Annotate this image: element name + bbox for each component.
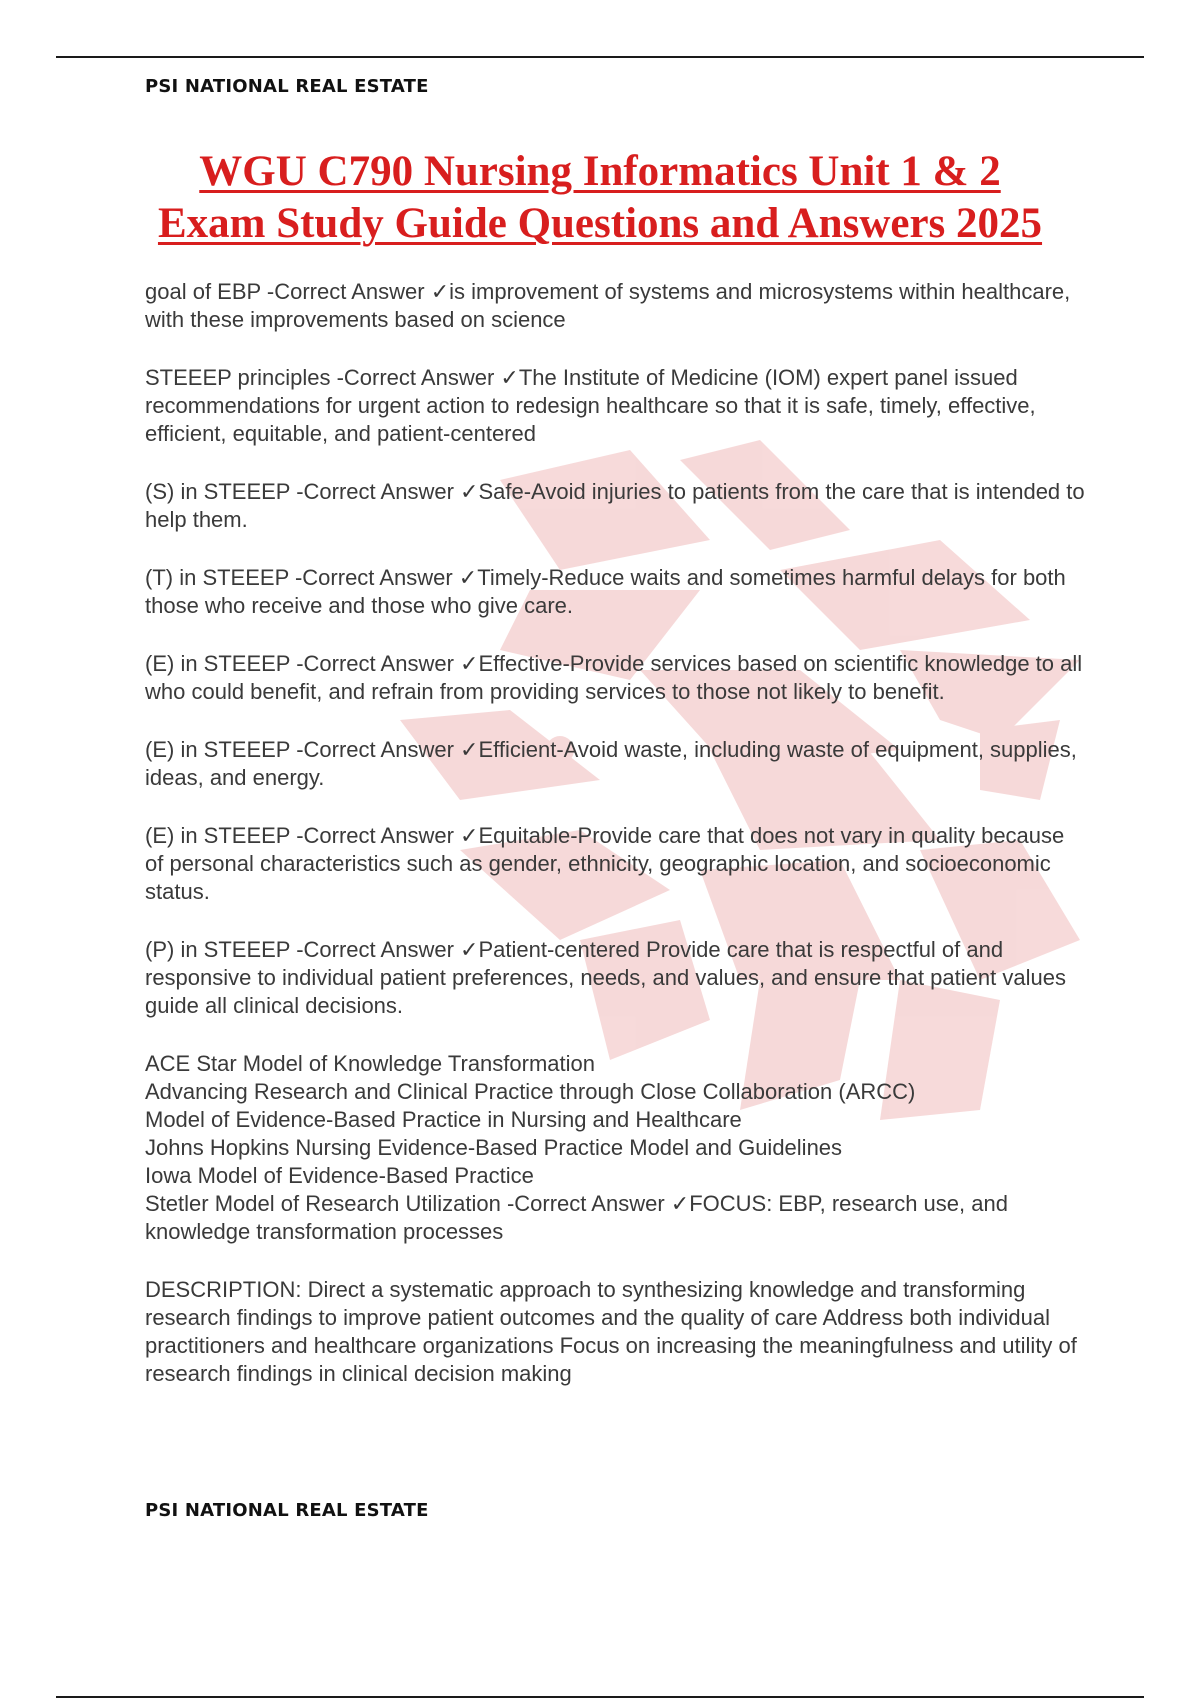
qa-answer: FOCUS: EBP, research use, and knowledge transformation processes <box>145 1191 1008 1244</box>
qa-term: (E) in STEEEP <box>145 737 291 762</box>
study-guide-content <box>145 278 1085 1418</box>
qa-item <box>145 736 1085 792</box>
qa-term: (E) in STEEEP <box>145 651 291 676</box>
qa-answer-label: -Correct Answer ✓ <box>500 1191 690 1216</box>
list-item: Iowa Model of Evidence-Based Practice <box>145 1163 534 1188</box>
title-line-1: WGU C790 Nursing Informatics Unit 1 & 2 <box>199 148 1001 195</box>
qa-item-stetler <box>145 1190 1085 1246</box>
qa-term: (S) in STEEEP <box>145 479 291 504</box>
qa-answer-label: -Correct Answer ✓ <box>290 823 479 848</box>
description-paragraph: DESCRIPTION: Direct a systematic approach to synthesizing knowledge and transforming research findings to improve patient outcomes and the quality of care Address both individual practitioners and healthcare organizations Focus on increasing the meaningfulness and utility of research findings in clinical decision making <box>145 1277 1077 1386</box>
qa-term: Stetler Model of Research Utilization <box>145 1191 501 1216</box>
document-title <box>60 146 1140 250</box>
qa-term: (E) in STEEEP <box>145 823 291 848</box>
qa-item <box>145 278 1085 334</box>
qa-term: goal of EBP <box>145 279 261 304</box>
qa-item <box>145 478 1085 534</box>
bottom-rule <box>56 1696 1144 1698</box>
list-item: Model of Evidence-Based Practice in Nursing and Healthcare <box>145 1107 742 1132</box>
running-header: PSI NATIONAL REAL ESTATE <box>145 76 429 97</box>
qa-answer-label: -Correct Answer ✓ <box>288 565 478 590</box>
qa-item <box>145 936 1085 1020</box>
qa-answer-label: -Correct Answer ✓ <box>290 651 479 676</box>
running-footer: PSI NATIONAL REAL ESTATE <box>145 1500 429 1521</box>
list-item: ACE Star Model of Knowledge Transformation <box>145 1051 596 1076</box>
models-list <box>145 1050 1085 1190</box>
qa-item <box>145 822 1085 906</box>
qa-answer-label: -Correct Answer ✓ <box>260 279 450 304</box>
qa-answer-label: -Correct Answer ✓ <box>330 365 519 390</box>
top-rule <box>56 56 1144 58</box>
qa-answer-label: -Correct Answer ✓ <box>290 479 479 504</box>
qa-answer: Patient-centered Provide care that is respectful of and responsive to individual patient preferences, needs, and values, and ensure that patient values guide all clinical decisions. <box>145 937 1066 1018</box>
qa-item <box>145 564 1085 620</box>
qa-answer: Effective-Provide services based on scientific knowledge to all who could benefit, and refrain from providing services to those not likely to benefit. <box>145 651 1083 704</box>
qa-answer: Efficient-Avoid waste, including waste of equipment, supplies, ideas, and energy. <box>145 737 1077 790</box>
qa-answer: Equitable-Provide care that does not vary in quality because of personal characteristics such as gender, ethnicity, geographic location, and socioeconomic status. <box>145 823 1065 904</box>
qa-item <box>145 650 1085 706</box>
qa-answer-label: -Correct Answer ✓ <box>290 737 479 762</box>
list-item: Johns Hopkins Nursing Evidence-Based Practice Model and Guidelines <box>145 1135 843 1160</box>
qa-answer: is improvement of systems and microsystems within healthcare, with these improvements based on science <box>145 279 1071 332</box>
title-line-2: Exam Study Guide Questions and Answers 2025 <box>157 200 1043 247</box>
qa-answer: The Institute of Medicine (IOM) expert panel issued recommendations for urgent action to redesign healthcare so that it is safe, timely, effective, efficient, equitable, and patient-centered <box>145 365 1036 446</box>
qa-answer-label: -Correct Answer ✓ <box>290 937 479 962</box>
qa-item <box>145 364 1085 448</box>
qa-term: (T) in STEEEP <box>145 565 289 590</box>
list-item: Advancing Research and Clinical Practice through Close Collaboration (ARCC) <box>145 1079 916 1104</box>
qa-answer: Safe-Avoid injuries to patients from the care that is intended to help them. <box>145 479 1085 532</box>
qa-term: STEEEP principles <box>145 365 331 390</box>
qa-term: (P) in STEEEP <box>145 937 291 962</box>
qa-answer: Timely-Reduce waits and sometimes harmful delays for both those who receive and those who give care. <box>145 565 1066 618</box>
